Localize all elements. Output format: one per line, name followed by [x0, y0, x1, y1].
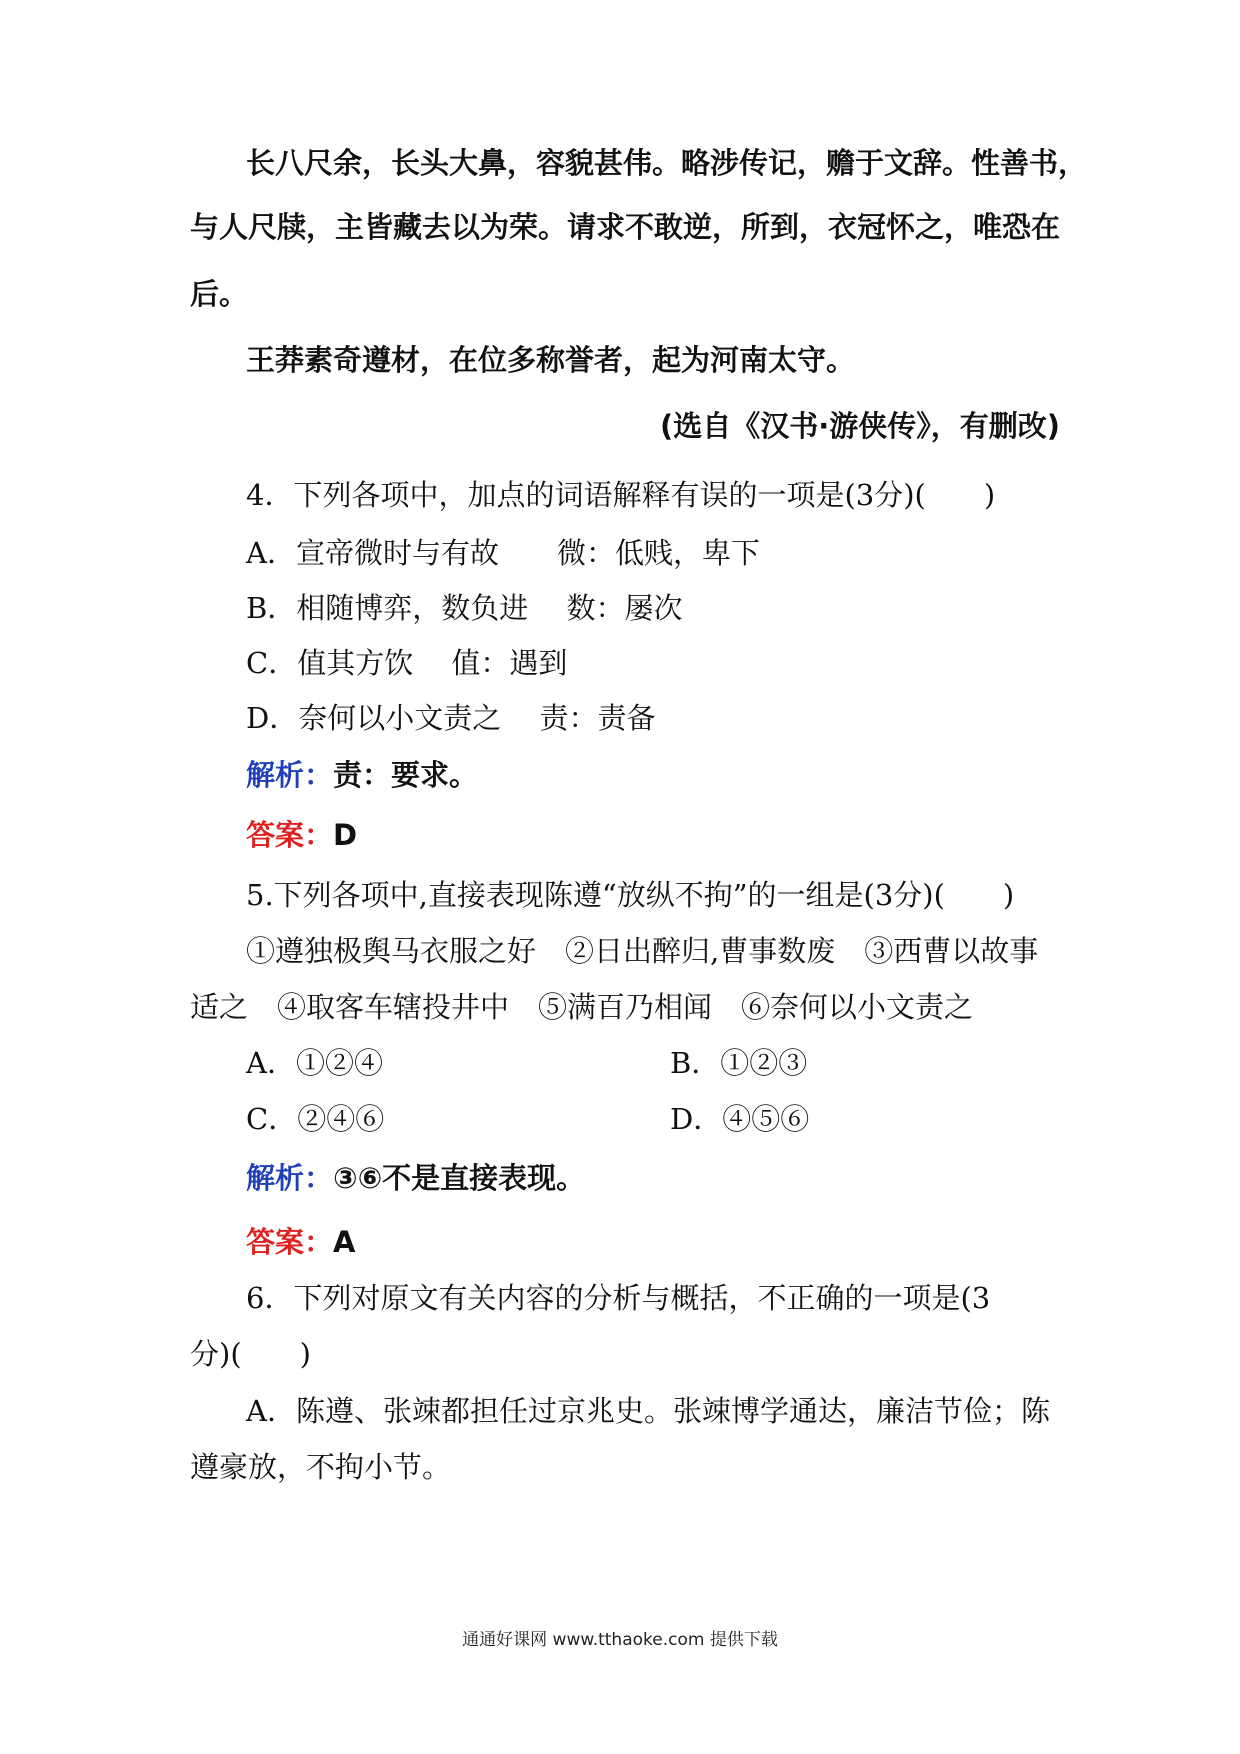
question-5-option-d: D．④⑤⑥	[670, 1102, 810, 1136]
question-6-option-a-line-1: A．陈遵、张竦都担任过京兆史。张竦博学通达，廉洁节俭；陈	[246, 1394, 1050, 1428]
question-4-option-c: C．值其方饮 值：遇到	[246, 646, 568, 680]
answer-value: A	[333, 1225, 356, 1259]
question-4-option-a: A．宣帝微时与有故 微：低贱，卑下	[246, 536, 760, 570]
analysis-text: 责：要求。	[333, 758, 479, 792]
passage-line-2: 与人尺牍，主皆藏去以为荣。请求不敢逆，所到，衣冠怀之，唯恐在	[190, 210, 1061, 244]
question-5-analysis	[246, 1158, 1060, 1198]
question-5-option-a: A．①②④	[246, 1046, 383, 1080]
question-5-option-c: C．②④⑥	[246, 1102, 385, 1136]
question-5-options-row-1	[246, 1043, 1060, 1083]
question-4-option-d: D．奈何以小文责之 责：责备	[246, 701, 656, 735]
question-6-option-a-line-2: 遵豪放，不拘小节。	[190, 1450, 452, 1484]
question-6-stem-line-1: 6．下列对原文有关内容的分析与概括，不正确的一项是(3	[246, 1281, 991, 1315]
passage-paragraph-2: 王莽素奇遵材，在位多称誉者，起为河南太守。	[246, 343, 856, 377]
analysis-label: 解析：	[246, 1161, 334, 1195]
analysis-text: ③⑥不是直接表现。	[333, 1161, 586, 1195]
question-4-stem: 4．下列各项中，加点的词语解释有误的一项是(3分)( )	[246, 478, 996, 512]
analysis-label: 解析：	[246, 758, 334, 792]
question-5-items-line-2: 适之 ④取客车辖投井中 ⑤满百乃相闻 ⑥奈何以小文责之	[190, 990, 974, 1024]
answer-value: D	[333, 818, 358, 852]
answer-label: 答案：	[246, 818, 334, 852]
question-6-stem-line-2: 分)( )	[190, 1337, 311, 1371]
page-footer: 通通好课网 www.tthaoke.com 提供下载	[462, 1630, 778, 1650]
question-4-analysis	[246, 755, 1060, 795]
question-5-items-line-1: ①遵独极舆马衣服之好 ②日出醉归,曹事数废 ③西曹以故事	[246, 934, 1039, 968]
passage-source: (选自《汉书·游侠传》，有删改)	[659, 409, 1060, 443]
question-5-answer	[246, 1222, 1060, 1262]
question-5-option-b: B．①②③	[670, 1046, 808, 1080]
question-4-answer	[246, 815, 1060, 855]
question-4-option-b: B．相随博弈，数负进 数：屡次	[246, 591, 683, 625]
answer-label: 答案：	[246, 1225, 334, 1259]
passage-line-3: 后。	[190, 277, 249, 311]
question-5-stem: 5.下列各项中,直接表现陈遵“放纵不拘”的一组是(3分)( )	[246, 878, 1015, 912]
passage-line-1: 长八尺余，长头大鼻，容貌甚伟。略涉传记，赡于文辞。性善书，	[246, 146, 1088, 180]
question-5-options-row-2	[246, 1099, 1060, 1139]
